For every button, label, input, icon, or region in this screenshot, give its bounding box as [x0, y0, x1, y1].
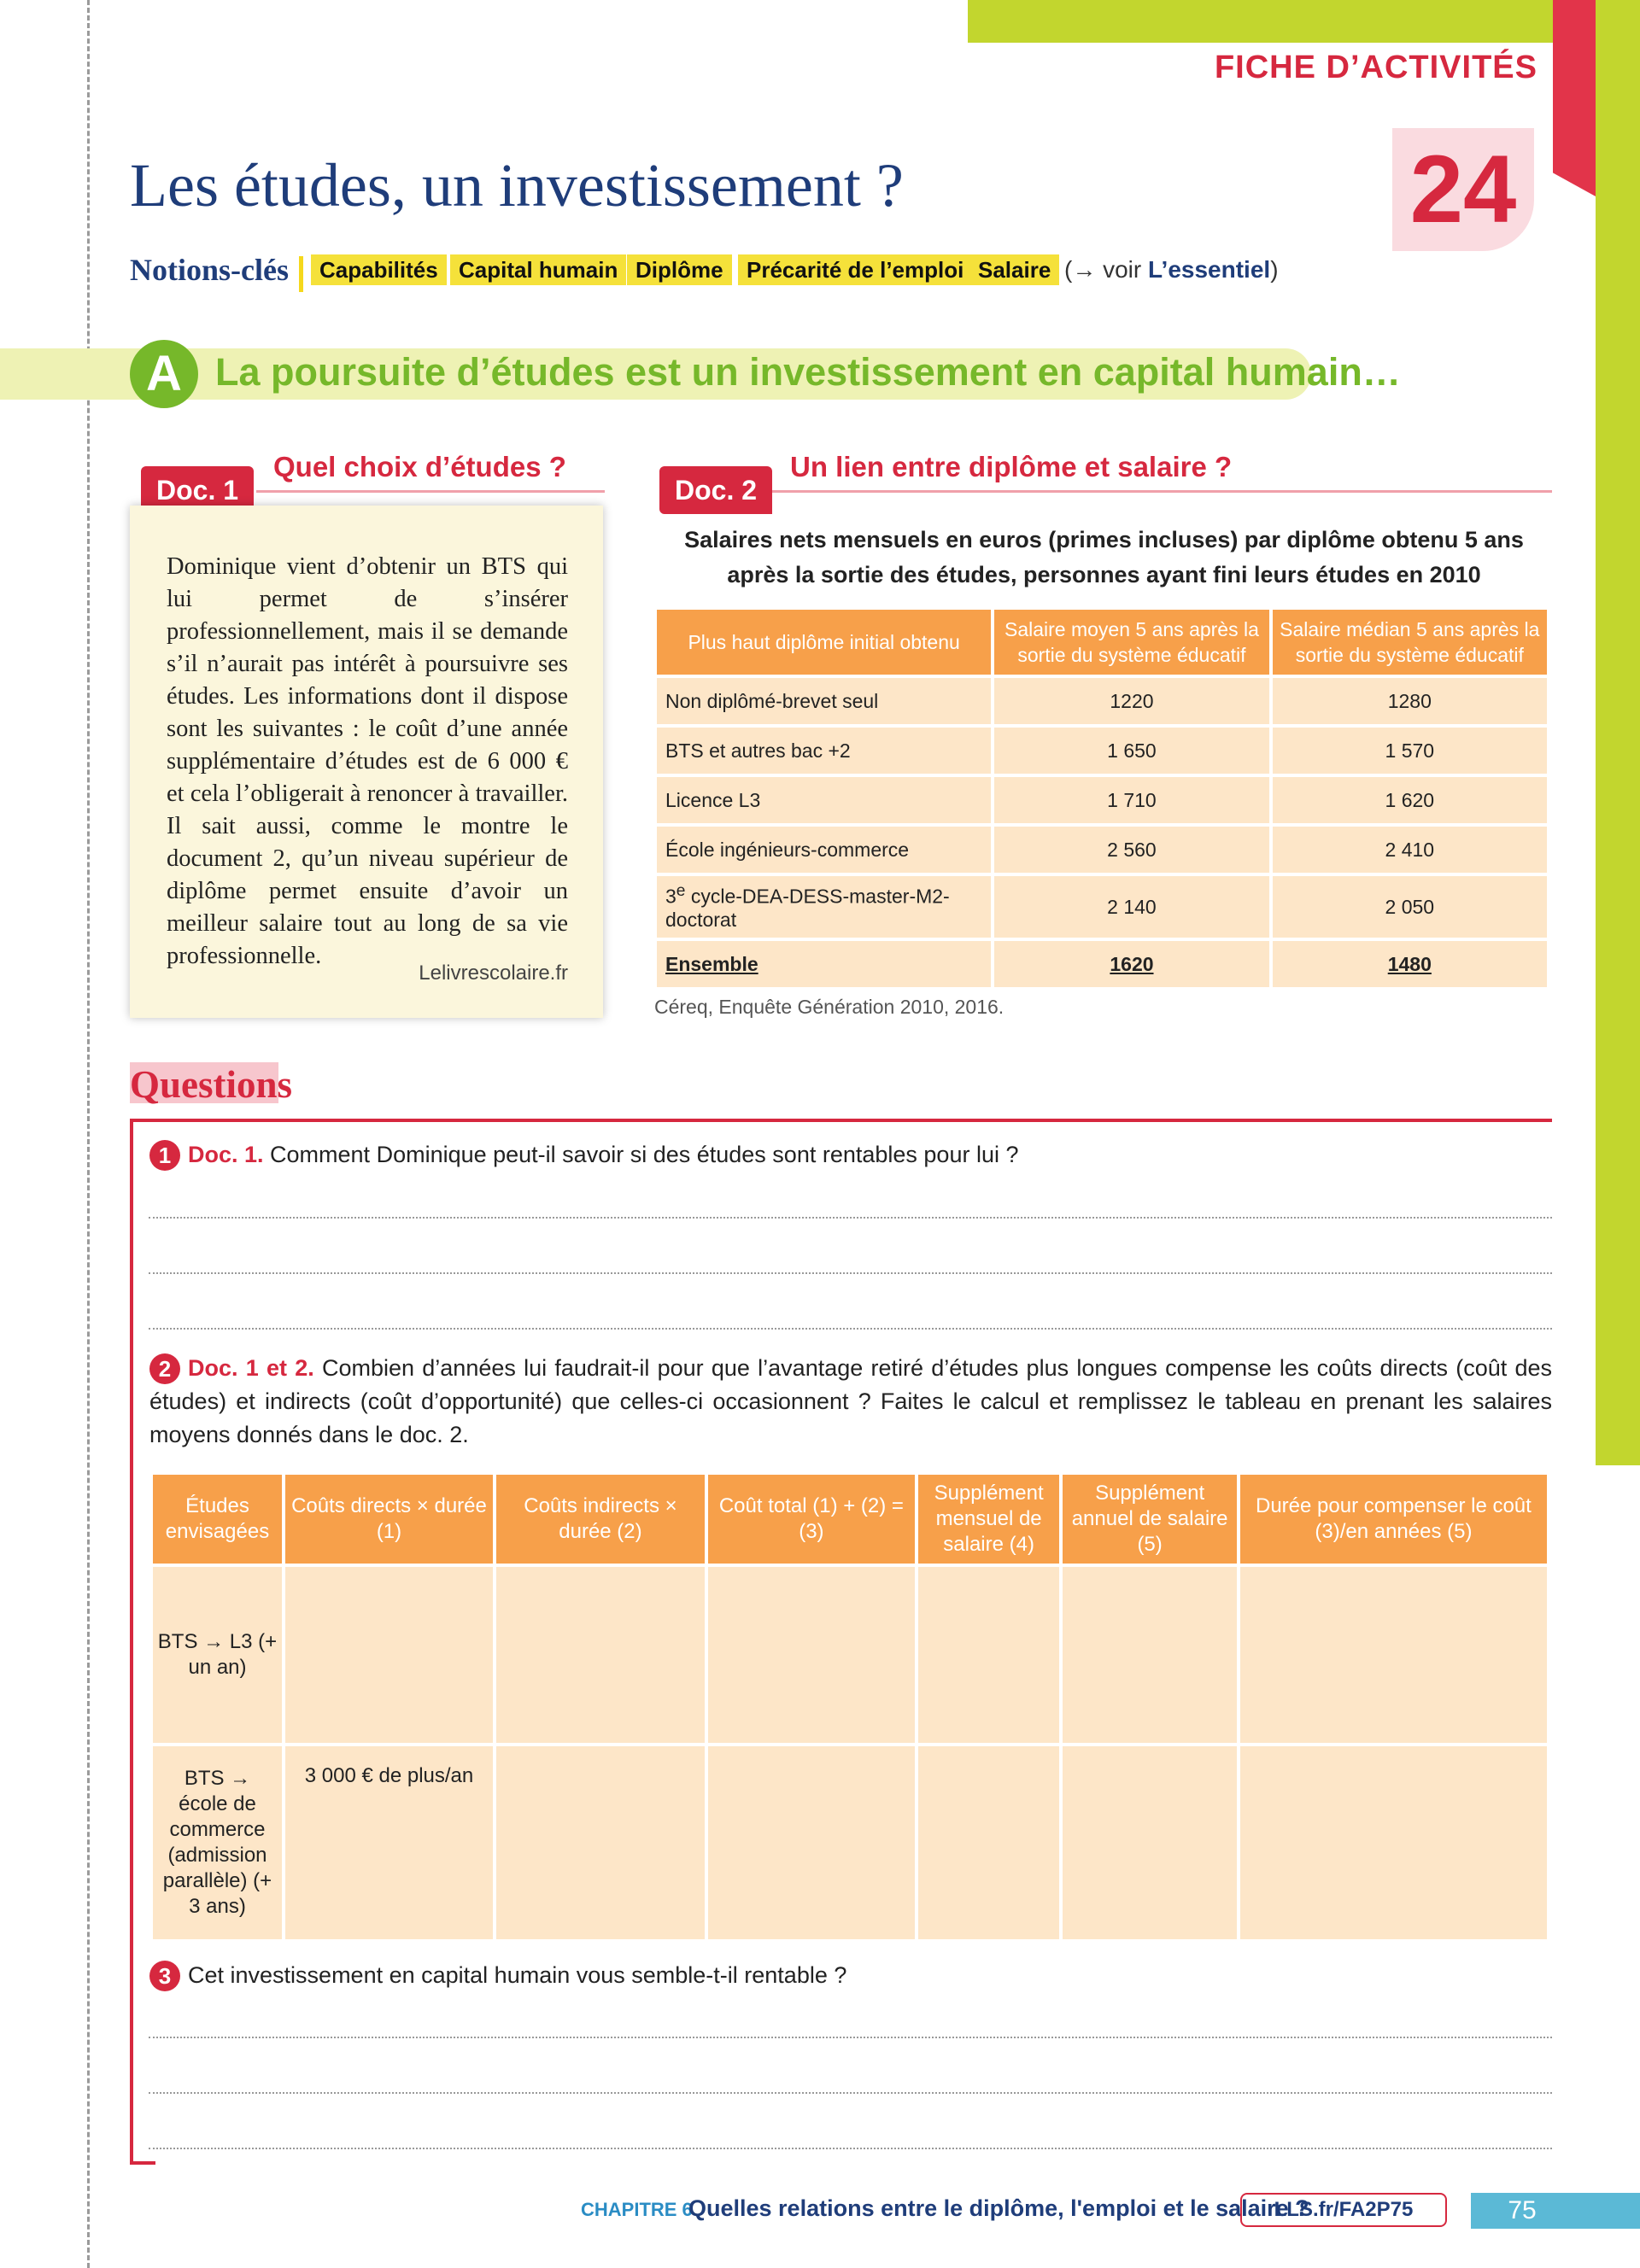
notions-divider	[299, 256, 303, 292]
salaire-median: 2 050	[1273, 876, 1547, 938]
answer-line[interactable]	[149, 2092, 1552, 2094]
answer-cell[interactable]	[1240, 1567, 1547, 1743]
doc1-rule	[256, 490, 605, 493]
question-text: Combien d’années lui faudrait-il pour que l’avantage retiré d’études plus longues compense les coûts directs (coût des études) et indirects (coût d’opportunité) que celles-ci occasionnent ? Faites le calcul et remplissez le tableau en prenant les salaires moyens donnés dans le doc. 2.	[149, 1355, 1552, 1447]
row-label-prefix: 3	[665, 885, 676, 908]
table-header: Salaire médian 5 ans après la sortie du système éducatif	[1273, 610, 1547, 675]
salaire-moyen: 2 140	[994, 876, 1268, 938]
question-ref: Doc. 1 et 2.	[188, 1355, 314, 1381]
doc1-text: Dominique vient d’obtenir un BTS qui lui permet de s’insérer professionnellement, mais il se demande s’il n’aurait pas intérêt à poursuivre ses études. Les informations dont il dispose sont les suivantes : le coût d’une année supplémentaire d’études est de 6 000 € et cela l’obligerait à renoncer à travailler. Il sait aussi, comme le montre le document 2, qu’un niveau supérieur de diplôme permet ensuite d’avoir un meilleur salaire tout au long de sa vie professionnelle.	[167, 553, 568, 969]
answer-cell[interactable]	[918, 1746, 1060, 1939]
notion-tag: Diplôme	[627, 254, 732, 285]
total-median	[1273, 941, 1547, 987]
total-median-value: 1480	[1387, 952, 1432, 975]
answer-cell[interactable]: 3 000 € de plus/an	[285, 1746, 493, 1939]
questions-rule-top	[130, 1119, 1552, 1122]
calculation-table	[149, 1471, 1550, 1943]
table-row	[657, 777, 1547, 823]
answer-cell[interactable]	[918, 1567, 1060, 1743]
row-label	[657, 876, 991, 938]
answer-cell[interactable]	[708, 1746, 915, 1939]
salaire-moyen: 1 650	[994, 728, 1268, 774]
right-color-bar	[1596, 0, 1640, 1465]
notion-tag: Capabilités	[311, 254, 447, 285]
answer-line[interactable]	[149, 2148, 1552, 2149]
table-header: Coûts indirects × durée (2)	[496, 1475, 705, 1564]
doc2-title: Un lien entre diplôme et salaire ?	[790, 451, 1233, 482]
salaire-median: 1 620	[1273, 777, 1547, 823]
questions-rule-bottom	[130, 2161, 155, 2165]
doc1-title: Quel choix d’études ?	[273, 451, 566, 482]
answer-cell[interactable]	[496, 1567, 705, 1743]
notions-label: Notions-clés	[130, 253, 289, 287]
answer-line[interactable]	[149, 1328, 1552, 1330]
voir-prefix: (→ voir	[1064, 256, 1148, 283]
doc2-tab: Doc. 2	[659, 466, 772, 514]
question-number: 1	[149, 1140, 180, 1171]
table-total-row	[657, 941, 1547, 987]
notion-tag: Salaire	[969, 254, 1059, 285]
salaire-moyen: 1 710	[994, 777, 1268, 823]
margin-dashed-line	[87, 0, 90, 2268]
doc2-rule	[769, 490, 1552, 493]
doc1-source: Lelivrescolaire.fr	[419, 962, 568, 985]
etude-cell: BTS → L3 (+ un an)	[153, 1567, 282, 1743]
table-header-row	[153, 1475, 1547, 1564]
top-color-bar	[968, 0, 1557, 43]
table-row	[657, 728, 1547, 774]
question-ref: Doc. 1.	[188, 1142, 264, 1167]
table-row	[657, 876, 1547, 938]
total-moyen-value: 1620	[1110, 952, 1154, 975]
table-header: Coûts directs × durée (1)	[285, 1475, 493, 1564]
voir-essentiel	[1064, 254, 1279, 285]
table-row	[657, 678, 1547, 724]
doc2-subtitle-line1: Salaires nets mensuels en euros (primes incluses) par diplôme obtenu 5 ans	[684, 527, 1524, 552]
doc2-source: Céreq, Enquête Génération 2010, 2016.	[654, 996, 1004, 1018]
notion-tag: Capital humain	[450, 254, 626, 285]
questions-rule-left	[130, 1119, 133, 2165]
questions-title: Questions	[130, 1063, 293, 1106]
total-label	[657, 941, 991, 987]
table-header: Supplément mensuel de salaire (4)	[918, 1475, 1060, 1564]
answer-cell[interactable]	[285, 1567, 493, 1743]
table-header: Salaire moyen 5 ans après la sortie du système éducatif	[994, 610, 1268, 675]
question-3: Cet investissement en capital humain vous semble-t-il rentable ?	[188, 1962, 847, 1988]
total-moyen	[994, 941, 1268, 987]
salaire-median: 1 570	[1273, 728, 1547, 774]
table-header: Études envisagées	[153, 1475, 282, 1564]
question-number: 3	[149, 1961, 180, 1991]
salaire-median: 1280	[1273, 678, 1547, 724]
table-header-row	[657, 610, 1547, 675]
notion-tag: Précarité de l’emploi	[738, 254, 972, 285]
total-label-text: Ensemble	[665, 952, 758, 975]
answer-line[interactable]	[149, 1272, 1552, 1274]
row-label: Non diplômé-brevet seul	[657, 678, 991, 724]
section-a-title: La poursuite d’études est un investissement en capital humain…	[215, 350, 1401, 394]
answer-cell[interactable]	[496, 1746, 705, 1939]
question-2	[149, 1352, 1552, 1452]
salaire-median: 2 410	[1273, 827, 1547, 873]
page-number: 75	[1508, 2196, 1537, 2224]
doc2-subtitle-line2: après la sortie des études, personnes ayant fini leurs études en 2010	[727, 562, 1481, 587]
page-title: Les études, un investissement ?	[130, 151, 904, 219]
answer-cell[interactable]	[1063, 1567, 1236, 1743]
table-header: Durée pour compenser le coût (3)/en années (5)	[1240, 1475, 1547, 1564]
table-row	[153, 1567, 1547, 1743]
doc2-subtitle	[658, 523, 1550, 593]
row-label-rest: cycle-DEA-DESS-master-M2-doctorat	[665, 885, 950, 931]
etude-cell: BTS → école de commerce (admission parallèle) (+ 3 ans)	[153, 1746, 282, 1939]
essentiel-link[interactable]: L’essentiel	[1148, 256, 1271, 283]
salary-table	[653, 606, 1550, 991]
footer-link[interactable]: LLS.fr/FA2P75	[1240, 2193, 1447, 2227]
section-a-badge: A	[130, 340, 198, 408]
table-header: Coût total (1) + (2) = (3)	[708, 1475, 915, 1564]
table-row	[153, 1746, 1547, 1939]
question-text: Comment Dominique peut-il savoir si des études sont rentables pour lui ?	[263, 1142, 1019, 1167]
doc1-tab: Doc. 1	[141, 466, 254, 514]
salaire-moyen: 1220	[994, 678, 1268, 724]
question-number: 2	[149, 1353, 180, 1384]
fiche-number: 24	[1409, 136, 1517, 243]
table-row	[657, 827, 1547, 873]
table-header: Plus haut diplôme initial obtenu	[657, 610, 991, 675]
voir-suffix: )	[1270, 256, 1279, 283]
answer-cell[interactable]	[1240, 1746, 1547, 1939]
answer-cell[interactable]	[708, 1567, 915, 1743]
answer-cell[interactable]	[1063, 1746, 1236, 1939]
row-label: BTS et autres bac +2	[657, 728, 991, 774]
salaire-moyen: 2 560	[994, 827, 1268, 873]
row-label-sup: e	[676, 882, 686, 901]
table-header: Supplément annuel de salaire (5)	[1063, 1475, 1236, 1564]
footer-title: Quelles relations entre le diplôme, l'emploi et le salaire ?	[688, 2195, 1309, 2221]
footer-chapter: CHAPITRE 6	[581, 2199, 693, 2220]
corner-decoration	[1553, 0, 1596, 196]
question-1	[188, 1138, 1550, 1172]
row-label: École ingénieurs-commerce	[657, 827, 991, 873]
answer-line[interactable]	[149, 2037, 1552, 2038]
answer-line[interactable]	[149, 1217, 1552, 1219]
fiche-label: FICHE D’ACTIVITÉS	[1214, 50, 1538, 85]
row-label: Licence L3	[657, 777, 991, 823]
